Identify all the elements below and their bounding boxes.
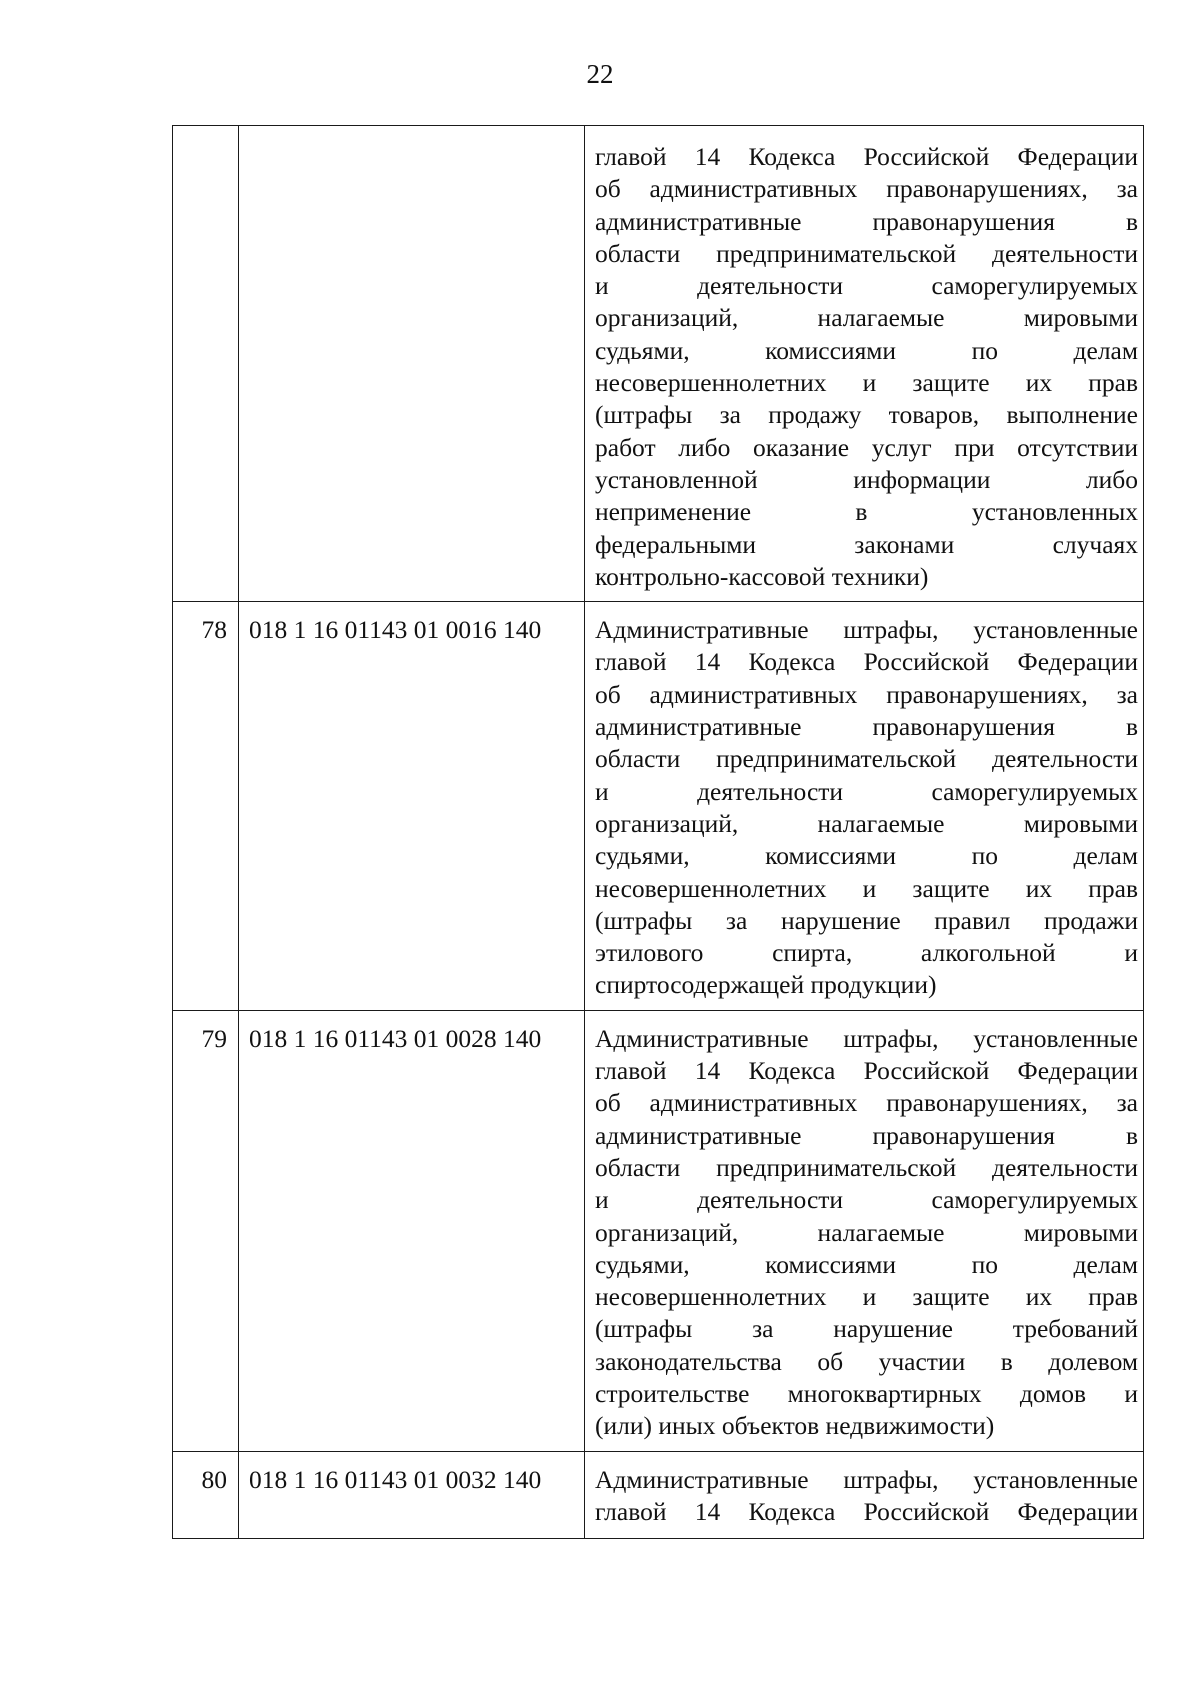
row-description [585,126,1144,602]
budget-code [239,126,585,602]
description-line: области предпринимательской деятельности [595,1152,1138,1182]
table-row [173,126,1144,602]
description-line: федеральными законами случаях [595,529,1138,559]
description-line: (штрафы за нарушение требований [595,1314,1138,1344]
description-line: Административные штрафы, установленные [595,615,1138,645]
description-line: строительстве многоквартирных домов и [595,1378,1138,1408]
row-description [585,1451,1144,1539]
description-line: контрольно-кассовой техники) [595,561,929,591]
description-line: Административные штрафы, установленные [595,1023,1138,1053]
budget-codes-table [172,125,1144,1539]
description-line: судьями, комиссиями по делам [595,335,1138,365]
description-line: об административных правонарушениях, за [595,174,1138,204]
description-line: об административных правонарушениях, за [595,1088,1138,1118]
description-line: административные правонарушения в [595,1120,1138,1150]
description-line: главой 14 Кодекса Российской Федерации [595,142,1138,171]
description-line: административные правонарушения в [595,206,1138,236]
description-line: установленной информации либо [595,464,1138,494]
page-number: 22 [586,59,614,89]
table-row [173,1010,1144,1451]
budget-code: 018 1 16 01143 01 0028 140 [239,1010,585,1451]
row-number: 80 [173,1451,239,1539]
description-line: организаций, налагаемые мировыми [595,1217,1138,1247]
description-line: главой 14 Кодекса Российской Федерации [595,1496,1138,1526]
description-line: Административные штрафы, установленные [595,1464,1138,1494]
table-row [173,602,1144,1011]
row-number: 78 [173,602,239,1011]
description-line: законодательства об участии в долевом [595,1346,1138,1376]
description-line: несовершеннолетних и защите их прав [595,1282,1138,1312]
description-line: судьями, комиссиями по делам [595,1249,1138,1279]
description-line: работ либо оказание услуг при отсутствии [595,432,1138,462]
description-line: организаций, налагаемые мировыми [595,808,1138,838]
description-line: области предпринимательской деятельности [595,744,1138,774]
row-number: 79 [173,1010,239,1451]
row-description [585,1010,1144,1451]
description-line: и деятельности саморегулируемых [595,271,1138,301]
budget-code: 018 1 16 01143 01 0016 140 [239,602,585,1011]
description-line: неприменение в установленных [595,497,1138,527]
description-line: главой 14 Кодекса Российской Федерации [595,1056,1138,1086]
description-line: несовершеннолетних и защите их прав [595,368,1138,398]
description-line: области предпринимательской деятельности [595,238,1138,268]
description-line: (штрафы за продажу товаров, выполнение [595,400,1138,430]
description-line: (или) иных объектов недвижимости) [595,1411,995,1441]
description-line: судьями, комиссиями по делам [595,841,1138,871]
description-line: и деятельности саморегулируемых [595,776,1138,806]
row-number [173,126,239,602]
description-line: (штрафы за нарушение правил продажи [595,905,1138,935]
description-line: спиртосодержащей продукции) [595,970,937,1000]
description-line: организаций, налагаемые мировыми [595,303,1138,333]
row-description [585,602,1144,1011]
table-row [173,1451,1144,1539]
description-line: административные правонарушения в [595,712,1138,742]
description-line: и деятельности саморегулируемых [595,1185,1138,1215]
description-line: главой 14 Кодекса Российской Федерации [595,647,1138,677]
budget-code: 018 1 16 01143 01 0032 140 [239,1451,585,1539]
description-line: об административных правонарушениях, за [595,679,1138,709]
description-line: этилового спирта, алкогольной и [595,938,1138,968]
description-line: несовершеннолетних и защите их прав [595,873,1138,903]
